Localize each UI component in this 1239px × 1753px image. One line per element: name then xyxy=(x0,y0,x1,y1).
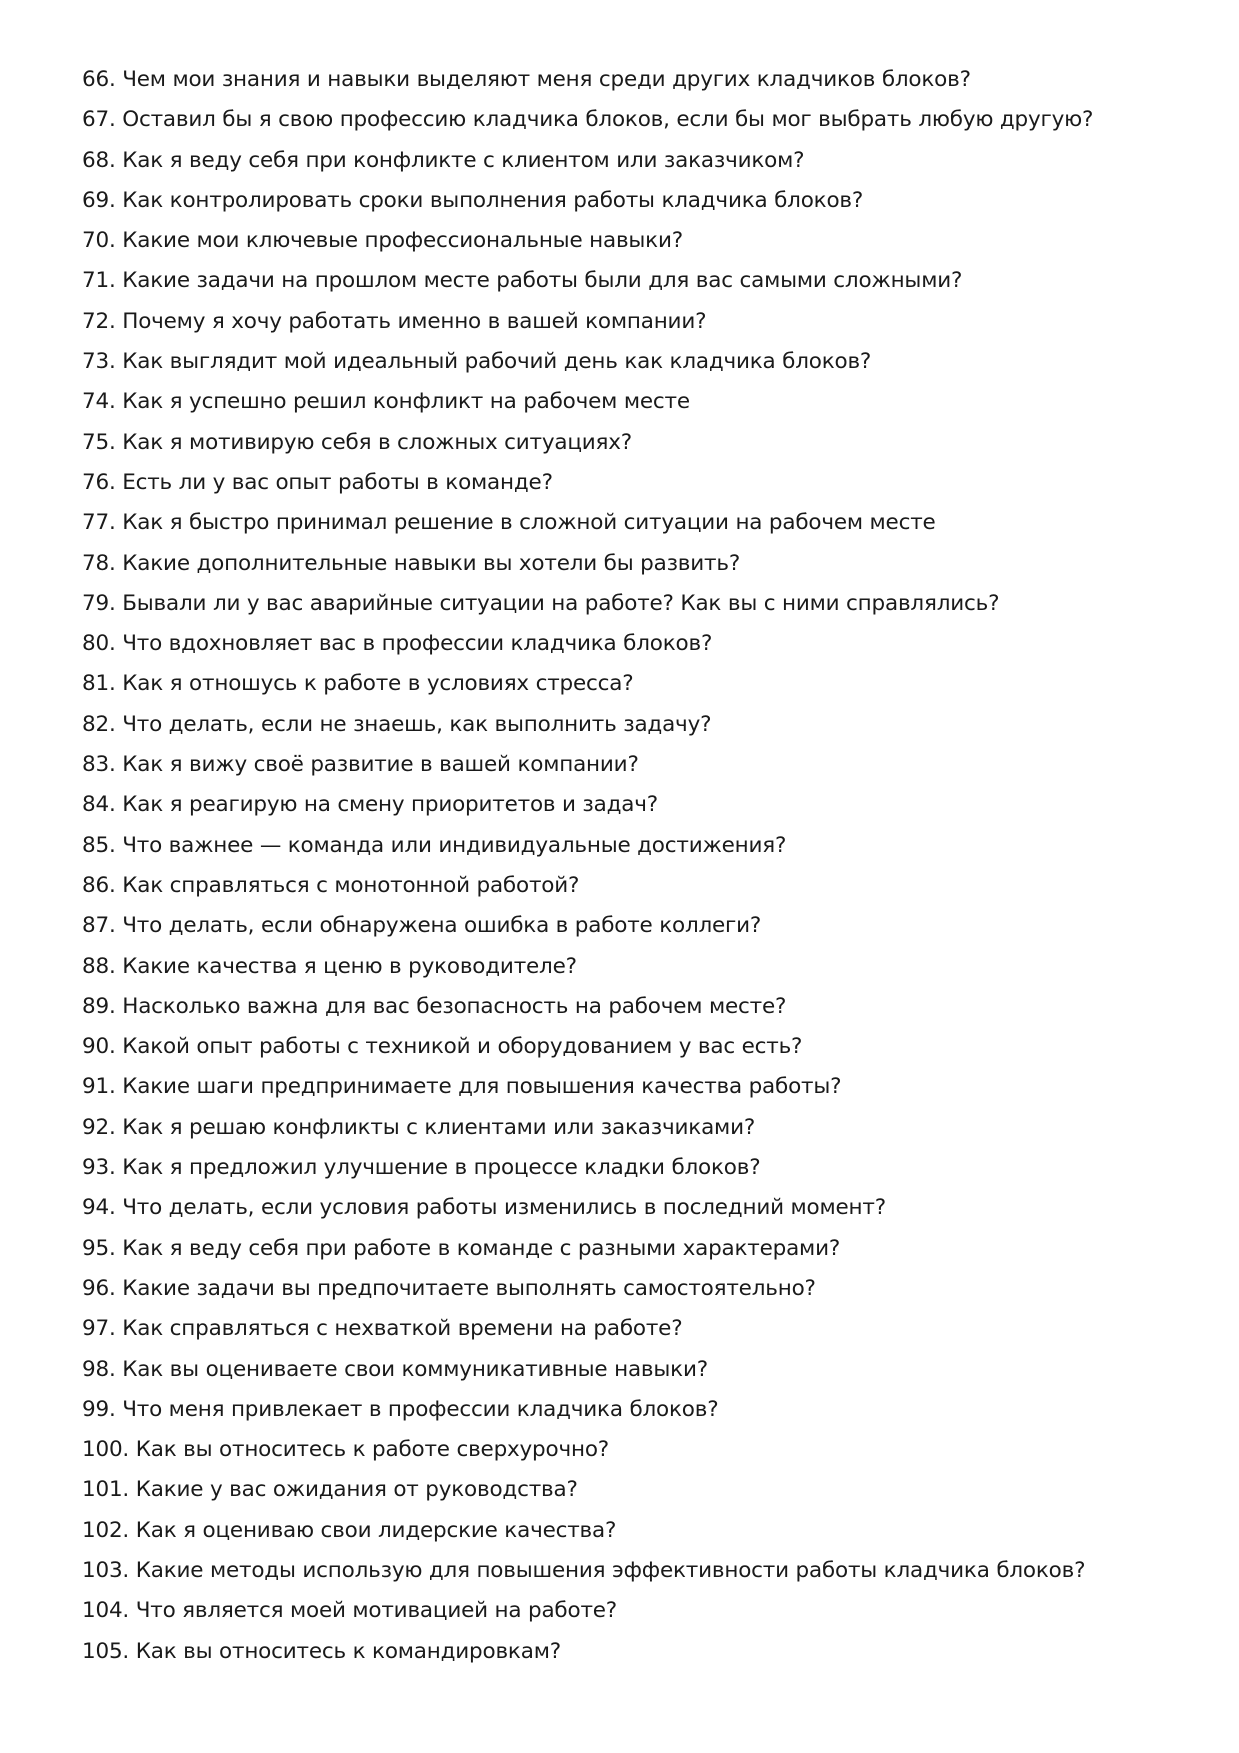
question-item: 78. Какие дополнительные навыки вы хотели бы развить? xyxy=(82,550,741,576)
question-item: 103. Какие методы использую для повышения эффективности работы кладчика блоков? xyxy=(82,1557,1086,1583)
question-item: 86. Как справляться с монотонной работой? xyxy=(82,872,580,898)
question-item: 96. Какие задачи вы предпочитаете выполнять самостоятельно? xyxy=(82,1275,816,1301)
question-item: 70. Какие мои ключевые профессиональные навыки? xyxy=(82,228,683,254)
question-item: 66. Чем мои знания и навыки выделяют меня среди других кладчиков блоков? xyxy=(82,67,971,92)
question-item: 101. Какие у вас ожидания от руководства? xyxy=(82,1477,578,1503)
question-item: 81. Как я отношусь к работе в условиях стресса? xyxy=(82,671,634,697)
question-item: 102. Как я оцениваю свои лидерские качества? xyxy=(82,1517,617,1543)
question-item: 95. Как я веду себя при работе в команде с разными характерами? xyxy=(82,1235,841,1261)
question-item: 89. Насколько важна для вас безопасность на рабочем месте? xyxy=(82,993,787,1019)
question-item: 98. Как вы оцениваете свои коммуникативные навыки? xyxy=(82,1356,708,1382)
question-item: 74. Как я успешно решил конфликт на рабочем месте xyxy=(82,389,690,415)
question-item: 104. Что является моей мотивацией на работе? xyxy=(82,1598,618,1624)
question-item: 85. Что важнее — команда или индивидуальные достижения? xyxy=(82,832,787,858)
question-item: 105. Как вы относитесь к командировкам? xyxy=(82,1638,561,1664)
question-item: 72. Почему я хочу работать именно в вашей компании? xyxy=(82,308,707,334)
question-item: 75. Как я мотивирую себя в сложных ситуациях? xyxy=(82,429,633,455)
question-item: 92. Как я решаю конфликты с клиентами или заказчиками? xyxy=(82,1114,756,1140)
question-item: 67. Оставил бы я свою профессию кладчика блоков, если бы мог выбрать любую другую? xyxy=(82,107,1094,133)
question-list xyxy=(82,60,1202,1672)
question-item: 84. Как я реагирую на смену приоритетов и задач? xyxy=(82,792,658,818)
question-item: 100. Как вы относитесь к работе сверхурочно? xyxy=(82,1437,609,1463)
question-item: 90. Какой опыт работы с техникой и оборудованием у вас есть? xyxy=(82,1034,803,1060)
question-item: 94. Что делать, если условия работы изменились в последний момент? xyxy=(82,1195,886,1221)
question-item: 93. Как я предложил улучшение в процессе кладки блоков? xyxy=(82,1155,761,1181)
question-item: 79. Бывали ли у вас аварийные ситуации на работе? Как вы с ними справлялись? xyxy=(82,590,1000,616)
question-item: 77. Как я быстро принимал решение в сложной ситуации на рабочем месте xyxy=(82,510,936,536)
question-item: 83. Как я вижу своё развитие в вашей компании? xyxy=(82,752,639,778)
question-item: 80. Что вдохновляет вас в профессии кладчика блоков? xyxy=(82,631,713,657)
question-item: 99. Что меня привлекает в профессии кладчика блоков? xyxy=(82,1396,719,1422)
question-item: 71. Какие задачи на прошлом месте работы были для вас самыми сложными? xyxy=(82,268,963,294)
question-item: 88. Какие качества я ценю в руководителе? xyxy=(82,953,577,979)
question-item: 97. Как справляться с нехваткой времени на работе? xyxy=(82,1316,683,1342)
question-item: 68. Как я веду себя при конфликте с клиентом или заказчиком? xyxy=(82,147,805,173)
question-item: 69. Как контролировать сроки выполнения работы кладчика блоков? xyxy=(82,187,864,213)
question-item: 87. Что делать, если обнаружена ошибка в работе коллеги? xyxy=(82,913,762,939)
question-item: 91. Какие шаги предпринимаете для повышения качества работы? xyxy=(82,1074,842,1100)
question-item: 73. Как выглядит мой идеальный рабочий день как кладчика блоков? xyxy=(82,349,872,375)
question-item: 76. Есть ли у вас опыт работы в команде? xyxy=(82,469,553,495)
question-item: 82. Что делать, если не знаешь, как выполнить задачу? xyxy=(82,711,712,737)
